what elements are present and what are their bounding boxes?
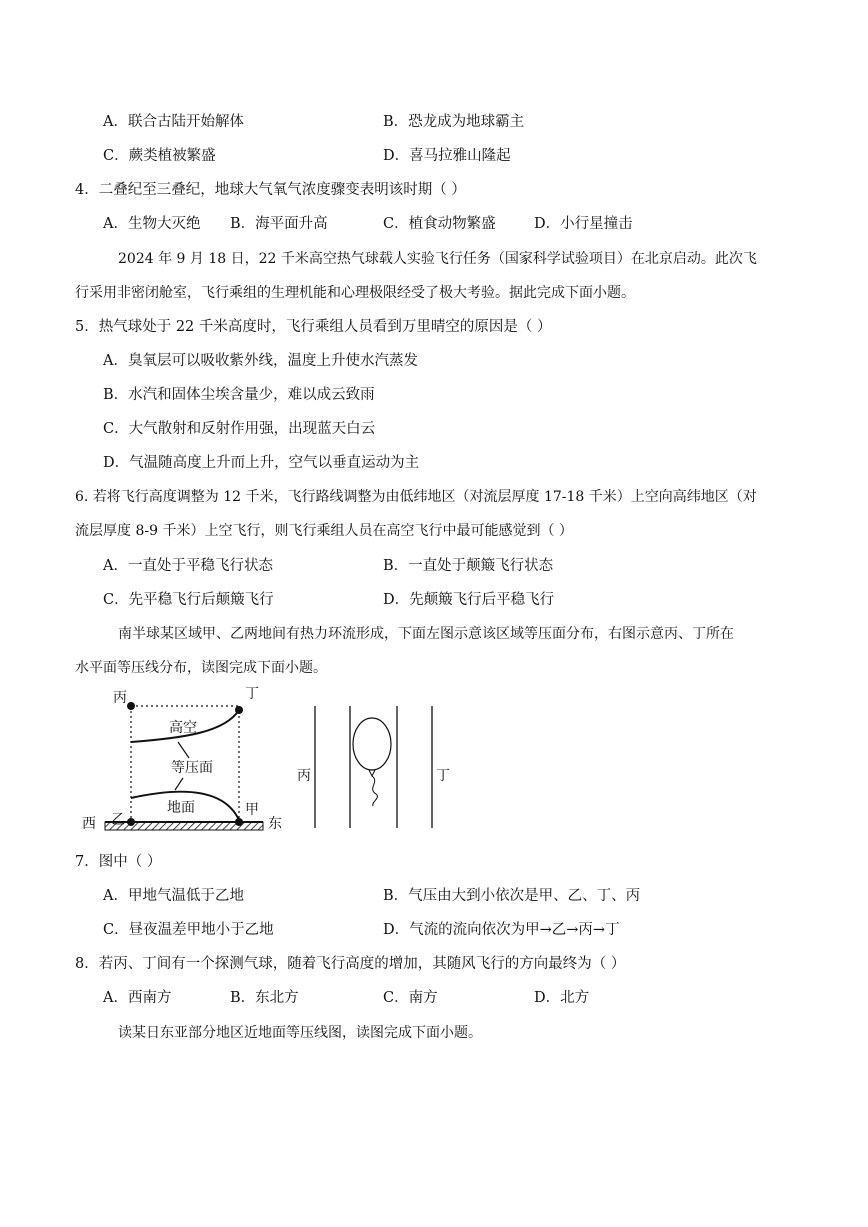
q8-option-a: A．西南方 <box>103 990 172 1006</box>
q7-option-d: D．气流的流向依次为甲→乙→丙→丁 <box>383 922 620 938</box>
isobaric-surface-diagram <box>82 686 282 832</box>
q8-option-b: B．东北方 <box>230 990 299 1006</box>
balloon-icon <box>353 718 391 770</box>
q7-option-c: C．昼夜温差甲地小于乙地 <box>103 922 274 938</box>
q8-option-d: D．北方 <box>534 990 590 1006</box>
q6-option-b: B．一直处于颠簸飞行状态 <box>383 558 554 574</box>
q3-option-a: A．联合古陆开始解体 <box>103 114 244 130</box>
passage1-line2: 行采用非密闭舱室，飞行乘组的生理机能和心理极限经受了极大考验。据此完成下面小题。 <box>75 285 635 301</box>
q5-option-a: A．臭氧层可以吸收紫外线，温度上升使水汽蒸发 <box>103 353 418 369</box>
q5-option-d: D．气温随高度上升而上升，空气以垂直运动为主 <box>103 455 420 471</box>
label-upper-air: 高空 <box>169 720 197 736</box>
point-jia <box>235 818 243 826</box>
q5-stem: 5．热气球处于 22 千米高度时，飞行乘组人员看到万里晴空的原因是（ ） <box>75 319 552 335</box>
q4-stem: 4．二叠纪至三叠纪，地球大气氧气浓度骤变表明该时期（ ） <box>75 182 466 198</box>
q8-option-c: C．南方 <box>383 990 438 1006</box>
q7-option-a: A．甲地气温低于乙地 <box>103 888 244 904</box>
q6-stem-line2: 流层厚度 8-9 千米）上空飞行，则飞行乘组人员在高空飞行中最可能感觉到（ ） <box>75 523 573 539</box>
q3-option-b: B．恐龙成为地球霸主 <box>383 114 525 130</box>
balloon-knot <box>369 770 375 776</box>
balloon-string <box>372 776 377 806</box>
label-jia: 甲 <box>245 802 259 818</box>
label-yi: 乙 <box>111 812 125 828</box>
pointer-lower <box>175 778 183 790</box>
q4-option-c: C．植食动物繁盛 <box>383 216 496 232</box>
q8-stem: 8．若丙、丁间有一个探测气球，随着飞行高度的增加，其随风飞行的方向最终为（ ） <box>75 956 626 972</box>
q6-option-a: A．一直处于平稳飞行状态 <box>103 558 273 574</box>
point-ding <box>235 706 243 714</box>
q3-option-c: C．蕨类植被繁盛 <box>103 148 216 164</box>
passage2-line1: 南半球某区域甲、乙两地间有热力环流形成，下面左图示意该区域等压面分布，右图示意丙、丁所在 <box>118 626 734 642</box>
passage3-line1: 读某日东亚部分地区近地面等压线图，读图完成下面小题。 <box>118 1025 482 1041</box>
label-isobaric-surface: 等压面 <box>171 760 213 776</box>
isobar-diagram <box>297 706 450 828</box>
label-right-bing: 丙 <box>297 768 311 784</box>
q5-option-c: C．大气散射和反射作用强，出现蓝天白云 <box>103 421 376 437</box>
pointer-upper <box>178 742 189 758</box>
point-yi <box>127 818 135 826</box>
q7-stem: 7．图中（ ） <box>75 854 162 870</box>
q5-option-b: B．水汽和固体尘埃含量少，难以成云致雨 <box>103 387 375 403</box>
q4-option-d: D．小行星撞击 <box>534 216 633 232</box>
label-ding: 丁 <box>245 686 259 702</box>
label-west: 西 <box>82 816 96 832</box>
q7-option-b: B．气压由大到小依次是甲、乙、丁、丙 <box>383 888 641 904</box>
q3-option-d: D．喜马拉雅山隆起 <box>383 148 511 164</box>
passage1-line1: 2024 年 9 月 18 日，22 千米高空热气球载人实验飞行任务（国家科学试验项目）在北京启动。此次飞 <box>118 251 757 267</box>
passage2-line2: 水平面等压线分布，读图完成下面小题。 <box>75 660 327 676</box>
label-east: 东 <box>268 816 282 832</box>
q6-option-c: C．先平稳飞行后颠簸飞行 <box>103 592 274 608</box>
point-bing <box>127 702 135 710</box>
label-ground: 地面 <box>167 800 195 816</box>
label-bing: 丙 <box>113 690 127 706</box>
label-right-ding: 丁 <box>436 768 450 784</box>
q4-option-a: A．生物大灭绝 <box>103 216 201 232</box>
q6-stem-line1: 6. 若将飞行高度调整为 12 千米，飞行路线调整为由低纬地区（对流层厚度 17-18 千米）上空向高纬地区（对 <box>75 489 757 505</box>
thermal-circulation-figure <box>75 680 455 840</box>
q4-option-b: B．海平面升高 <box>230 216 328 232</box>
q6-option-d: D．先颠簸飞行后平稳飞行 <box>383 592 555 608</box>
